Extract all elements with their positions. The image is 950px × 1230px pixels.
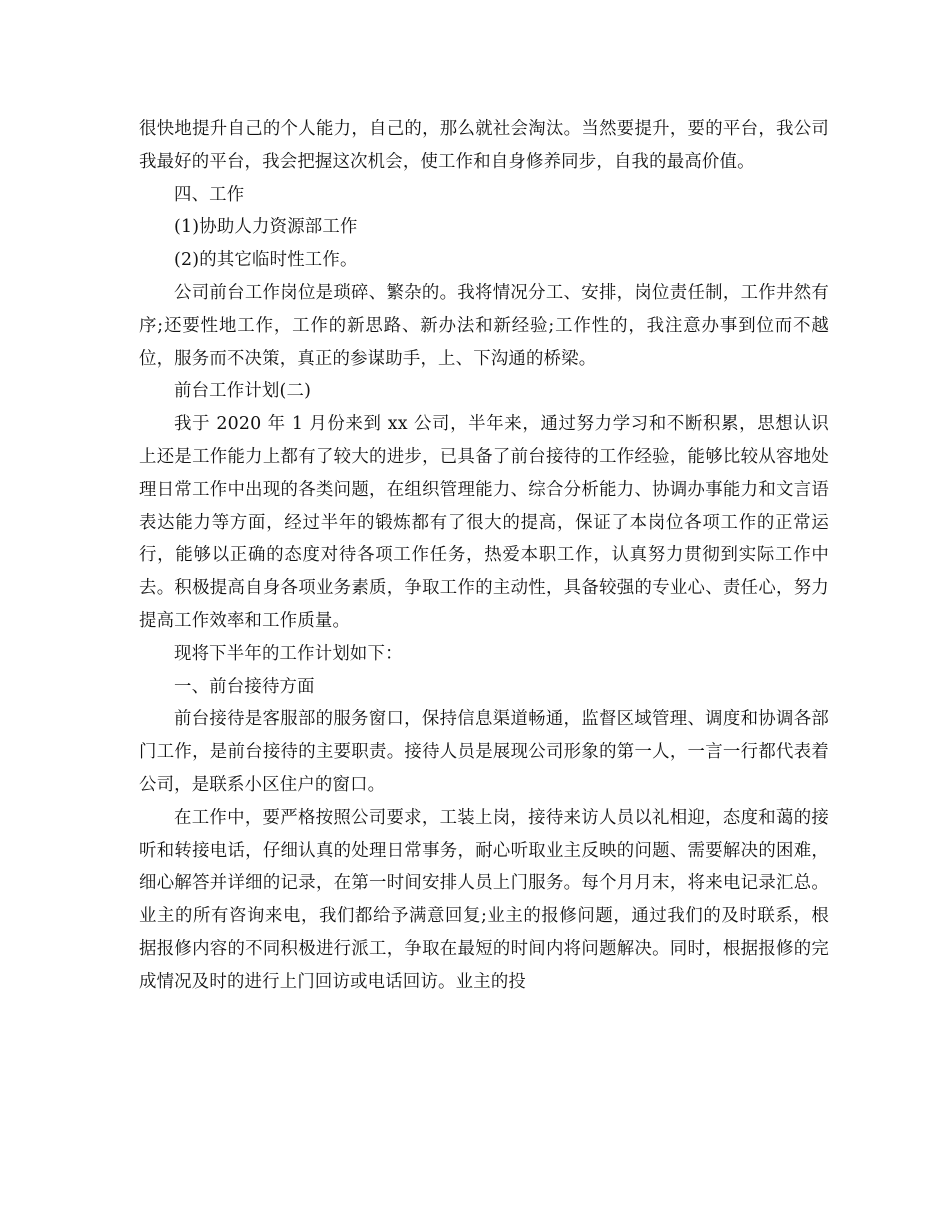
paragraph-plan-intro: 现将下半年的工作计划如下： (174, 643, 403, 664)
paragraph-continuation: 很快地提升自己的个人能力，自己的，那么就社会淘汰。当然要提升，要的平台，我公司我最好的平台，我会把握这次机会，使工作和自身修养同步，自我的最高价值。 (139, 119, 829, 172)
paragraph-reception-duty: 前台接待是客服部的服务窗口，保持信息渠道畅通，监督区域管理、调度和协调各部门工作，是前台接待的主要职责。接待人员是展现公司形象的第一人，一言一行都代表着公司，是联系小区住户的窗口。 (139, 709, 829, 795)
paragraph-front-desk-role: 公司前台工作岗位是琐碎、繁杂的。我将情况分工、安排，岗位责任制，工作井然有序;还要性地工作，工作的新思路、新办法和新经验;工作性的，我注意办事到位而不越位，服务而不决策，真正的参谋助手，上、下沟通的桥梁。 (139, 282, 829, 369)
paragraph-work-requirements: 在工作中，要严格按照公司要求，工装上岗，接待来访人员以礼相迎，态度和蔼的接听和转接电话，仔细认真的处理日常事务，耐心听取业主反映的问题、需要解决的困难，细心解答并详细的记录，在第一时间安排人员上门服务。每个月月末，将来电记录汇总。业主的所有咨询来电，我们都给予满意回复;业主的报修问题，通过我们的及时联系，根据报修内容的不同积极进行派工，争取在最短的时间内将问题解决。同时，根据报修的完成情况及时的进行上门回访或电话回访。业主的投 (139, 807, 829, 992)
section-title-plan-two: 前台工作计划(二) (174, 381, 312, 402)
section-heading-work: 四、工作 (174, 184, 245, 205)
document-body (139, 113, 829, 999)
paragraph-half-year-summary: 我于 2020 年 1 月份来到 xx 公司，半年来，通过努力学习和不断积累，思想认识上还是工作能力上都有了较大的进步，已具备了前台接待的工作经验，能够比较从容地处理日常工作中出现的各类问题，在组织管理能力、综合分析能力、协调办事能力和文言语表达能力等方面，经过半年的锻炼都有了很大的提高，保证了本岗位各项工作的正常运行，能够以正确的态度对待各项工作任务，热爱本职工作，认真努力贯彻到实际工作中去。积极提高自身各项业务素质，争取工作的主动性，具备较强的专业心、责任心，努力提高工作效率和工作质量。 (139, 414, 829, 631)
section-heading-reception: 一、前台接待方面 (174, 676, 315, 697)
list-item-1: (1)协助人力资源部工作 (174, 217, 358, 238)
list-item-2: (2)的其它临时性工作。 (174, 250, 358, 271)
